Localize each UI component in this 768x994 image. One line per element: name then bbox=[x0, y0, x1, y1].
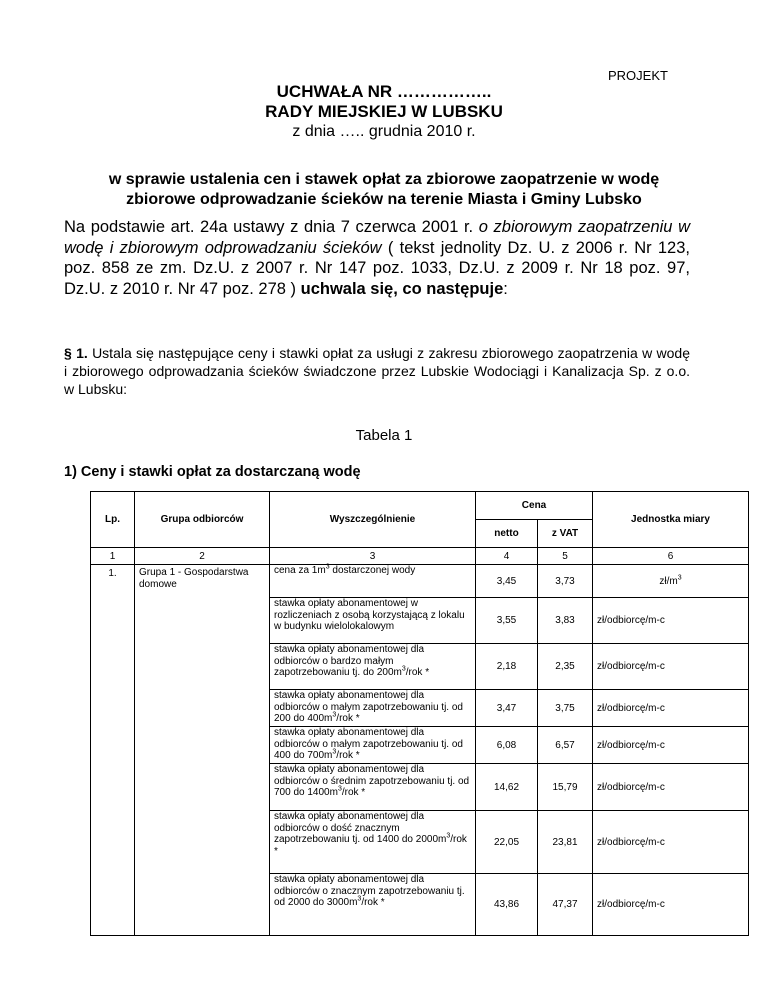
net-price: 3,47 bbox=[476, 690, 538, 727]
section-title: 1) Ceny i stawki opłat za dostarczaną wodę bbox=[64, 464, 361, 480]
header-unit: Jednostka miary bbox=[593, 492, 749, 548]
header-vat: z VAT bbox=[538, 520, 593, 548]
table-title: Tabela 1 bbox=[355, 427, 413, 444]
net-price: 43,86 bbox=[476, 874, 538, 936]
header-price: Cena bbox=[476, 492, 593, 520]
net-price: 3,55 bbox=[476, 598, 538, 644]
price-table bbox=[90, 491, 749, 936]
paragraph-1 bbox=[64, 344, 690, 398]
unit-cell: zł/odbiorcę/m-c bbox=[593, 764, 749, 811]
group-name: Grupa 1 - Gospodarstwa domowe bbox=[135, 565, 270, 936]
vat-price: 23,81 bbox=[538, 811, 593, 874]
resolution-subject bbox=[70, 170, 698, 210]
header-spec: Wyszczególnienie bbox=[270, 492, 476, 548]
project-label: PROJEKT bbox=[608, 68, 668, 83]
vat-price: 3,73 bbox=[538, 565, 593, 598]
net-price: 2,18 bbox=[476, 644, 538, 690]
column-number-row: 1 2 3 4 5 6 bbox=[91, 548, 749, 565]
vat-price: 3,75 bbox=[538, 690, 593, 727]
resolves-clause: uchwala się, co następuje bbox=[300, 279, 504, 298]
spec-cell: stawka opłaty abonamentowej dla odbiorców o bardzo małym zapotrzebowaniu tj. do $200m^3$/rok * bbox=[270, 644, 476, 690]
table-header-row bbox=[91, 492, 749, 520]
table-row bbox=[91, 565, 749, 598]
spec-cell: stawka opłaty abonamentowej dla odbiorców o małym zapotrzebowaniu tj. od 200 do $400m^3$/rok * bbox=[270, 690, 476, 727]
unit-cell: zł/odbiorcę/m-c bbox=[593, 874, 749, 936]
paragraph-1-text: Ustala się następujące ceny i stawki opłat za usługi z zakresu zbiorowego zaopatrzenia w wodę i zbiorowego odprowadzania ścieków świadczone przez Lubskie Wodociągi i Kanalizacja Sp. z o.o. w Lubsku: bbox=[64, 345, 690, 397]
spec-cell: stawka opłaty abonamentowej dla odbiorców o dość znacznym zapotrzebowaniu tj. od 1400 do $2000m^3$/rok * bbox=[270, 811, 476, 874]
unit-cell: zł/odbiorcę/m-c bbox=[593, 598, 749, 644]
spec-cell: stawka opłaty abonamentowej w rozliczeniach z osobą korzystającą z lokalu w budynku wielolokalowym bbox=[270, 598, 476, 644]
legal-basis: Na podstawie art. 24a ustawy z dnia 7 czerwca 2001 r. o zbiorowym zaopatrzeniu w wodę i zbiorowym odprowadzaniu ścieków ( tekst jednolity Dz. U. z 2006 r. Nr 123, poz. 858 ze zm. Dz.U. z 2007 r. Nr 147 poz. 1033, Dz.U. z 2009 r. Nr 18 poz. 97, Dz.U. z 2010 r. Nr 47 poz. 278 ) uchwala się, co następuje: bbox=[64, 218, 690, 298]
subject-line-2: zbiorowe odprowadzanie ścieków na terenie Miasta i Gminy Lubsko bbox=[126, 191, 642, 208]
unit-cell: zł/odbiorcę/m-c bbox=[593, 644, 749, 690]
unit-cell: zł/odbiorcę/m-c bbox=[593, 811, 749, 874]
vat-price: 15,79 bbox=[538, 764, 593, 811]
legal-basis-text: Na podstawie art. 24a ustawy z dnia 7 czerwca 2001 r. bbox=[64, 218, 479, 236]
unit-cell: zł/odbiorcę/m-c bbox=[593, 690, 749, 727]
subject-line-1: w sprawie ustalenia cen i stawek opłat za zbiorowe zaopatrzenie w wodę bbox=[108, 171, 660, 188]
spec-cell: stawka opłaty abonamentowej dla odbiorców o znacznym zapotrzebowaniu tj. od 2000 do $3000m^3$/rok * bbox=[270, 874, 476, 936]
net-price: 3,45 bbox=[476, 565, 538, 598]
resolution-number: UCHWAŁA NR …………….. bbox=[276, 82, 492, 101]
vat-price: 3,83 bbox=[538, 598, 593, 644]
header-lp: Lp. bbox=[91, 492, 135, 548]
act-title: o zbiorowym zaopatrzeniu w wodę i zbiorowym odprowadzaniu ścieków bbox=[64, 218, 690, 257]
resolution-date: z dnia ….. grudnia 2010 r. bbox=[292, 123, 476, 140]
spec-cell: cena za $1m^3$ dostarczonej wody bbox=[270, 565, 476, 598]
header-net: netto bbox=[476, 520, 538, 548]
legal-basis-citation: ( tekst jednolity Dz. U. z 2006 r. Nr 123, poz. 858 ze zm. Dz.U. z 2007 r. Nr 147 poz. 1033, Dz.U. z 2009 r. Nr 18 poz. 97, Dz.U. z 2010 r. Nr 47 poz. 278 ) bbox=[64, 238, 690, 298]
unit-cell: $zł/m^3$ bbox=[593, 565, 749, 598]
vat-price: 47,37 bbox=[538, 874, 593, 936]
net-price: 14,62 bbox=[476, 764, 538, 811]
vat-price: 2,35 bbox=[538, 644, 593, 690]
spec-cell: stawka opłaty abonamentowej dla odbiorców o małym zapotrzebowaniu tj. od 400 do $700m^3$/rok * bbox=[270, 727, 476, 764]
header-group: Grupa odbiorców bbox=[135, 492, 270, 548]
unit-cell: zł/odbiorcę/m-c bbox=[593, 727, 749, 764]
net-price: 22,05 bbox=[476, 811, 538, 874]
document-header bbox=[0, 82, 768, 142]
vat-price: 6,57 bbox=[538, 727, 593, 764]
row-lp: 1. bbox=[91, 565, 135, 936]
council-name: RADY MIEJSKIEJ W LUBSKU bbox=[265, 102, 503, 121]
net-price: 6,08 bbox=[476, 727, 538, 764]
paragraph-1-label: § 1. bbox=[64, 345, 88, 361]
spec-cell: stawka opłaty abonamentowej dla odbiorców o średnim zapotrzebowaniu tj. od 700 do $1400m^3$/rok * bbox=[270, 764, 476, 811]
